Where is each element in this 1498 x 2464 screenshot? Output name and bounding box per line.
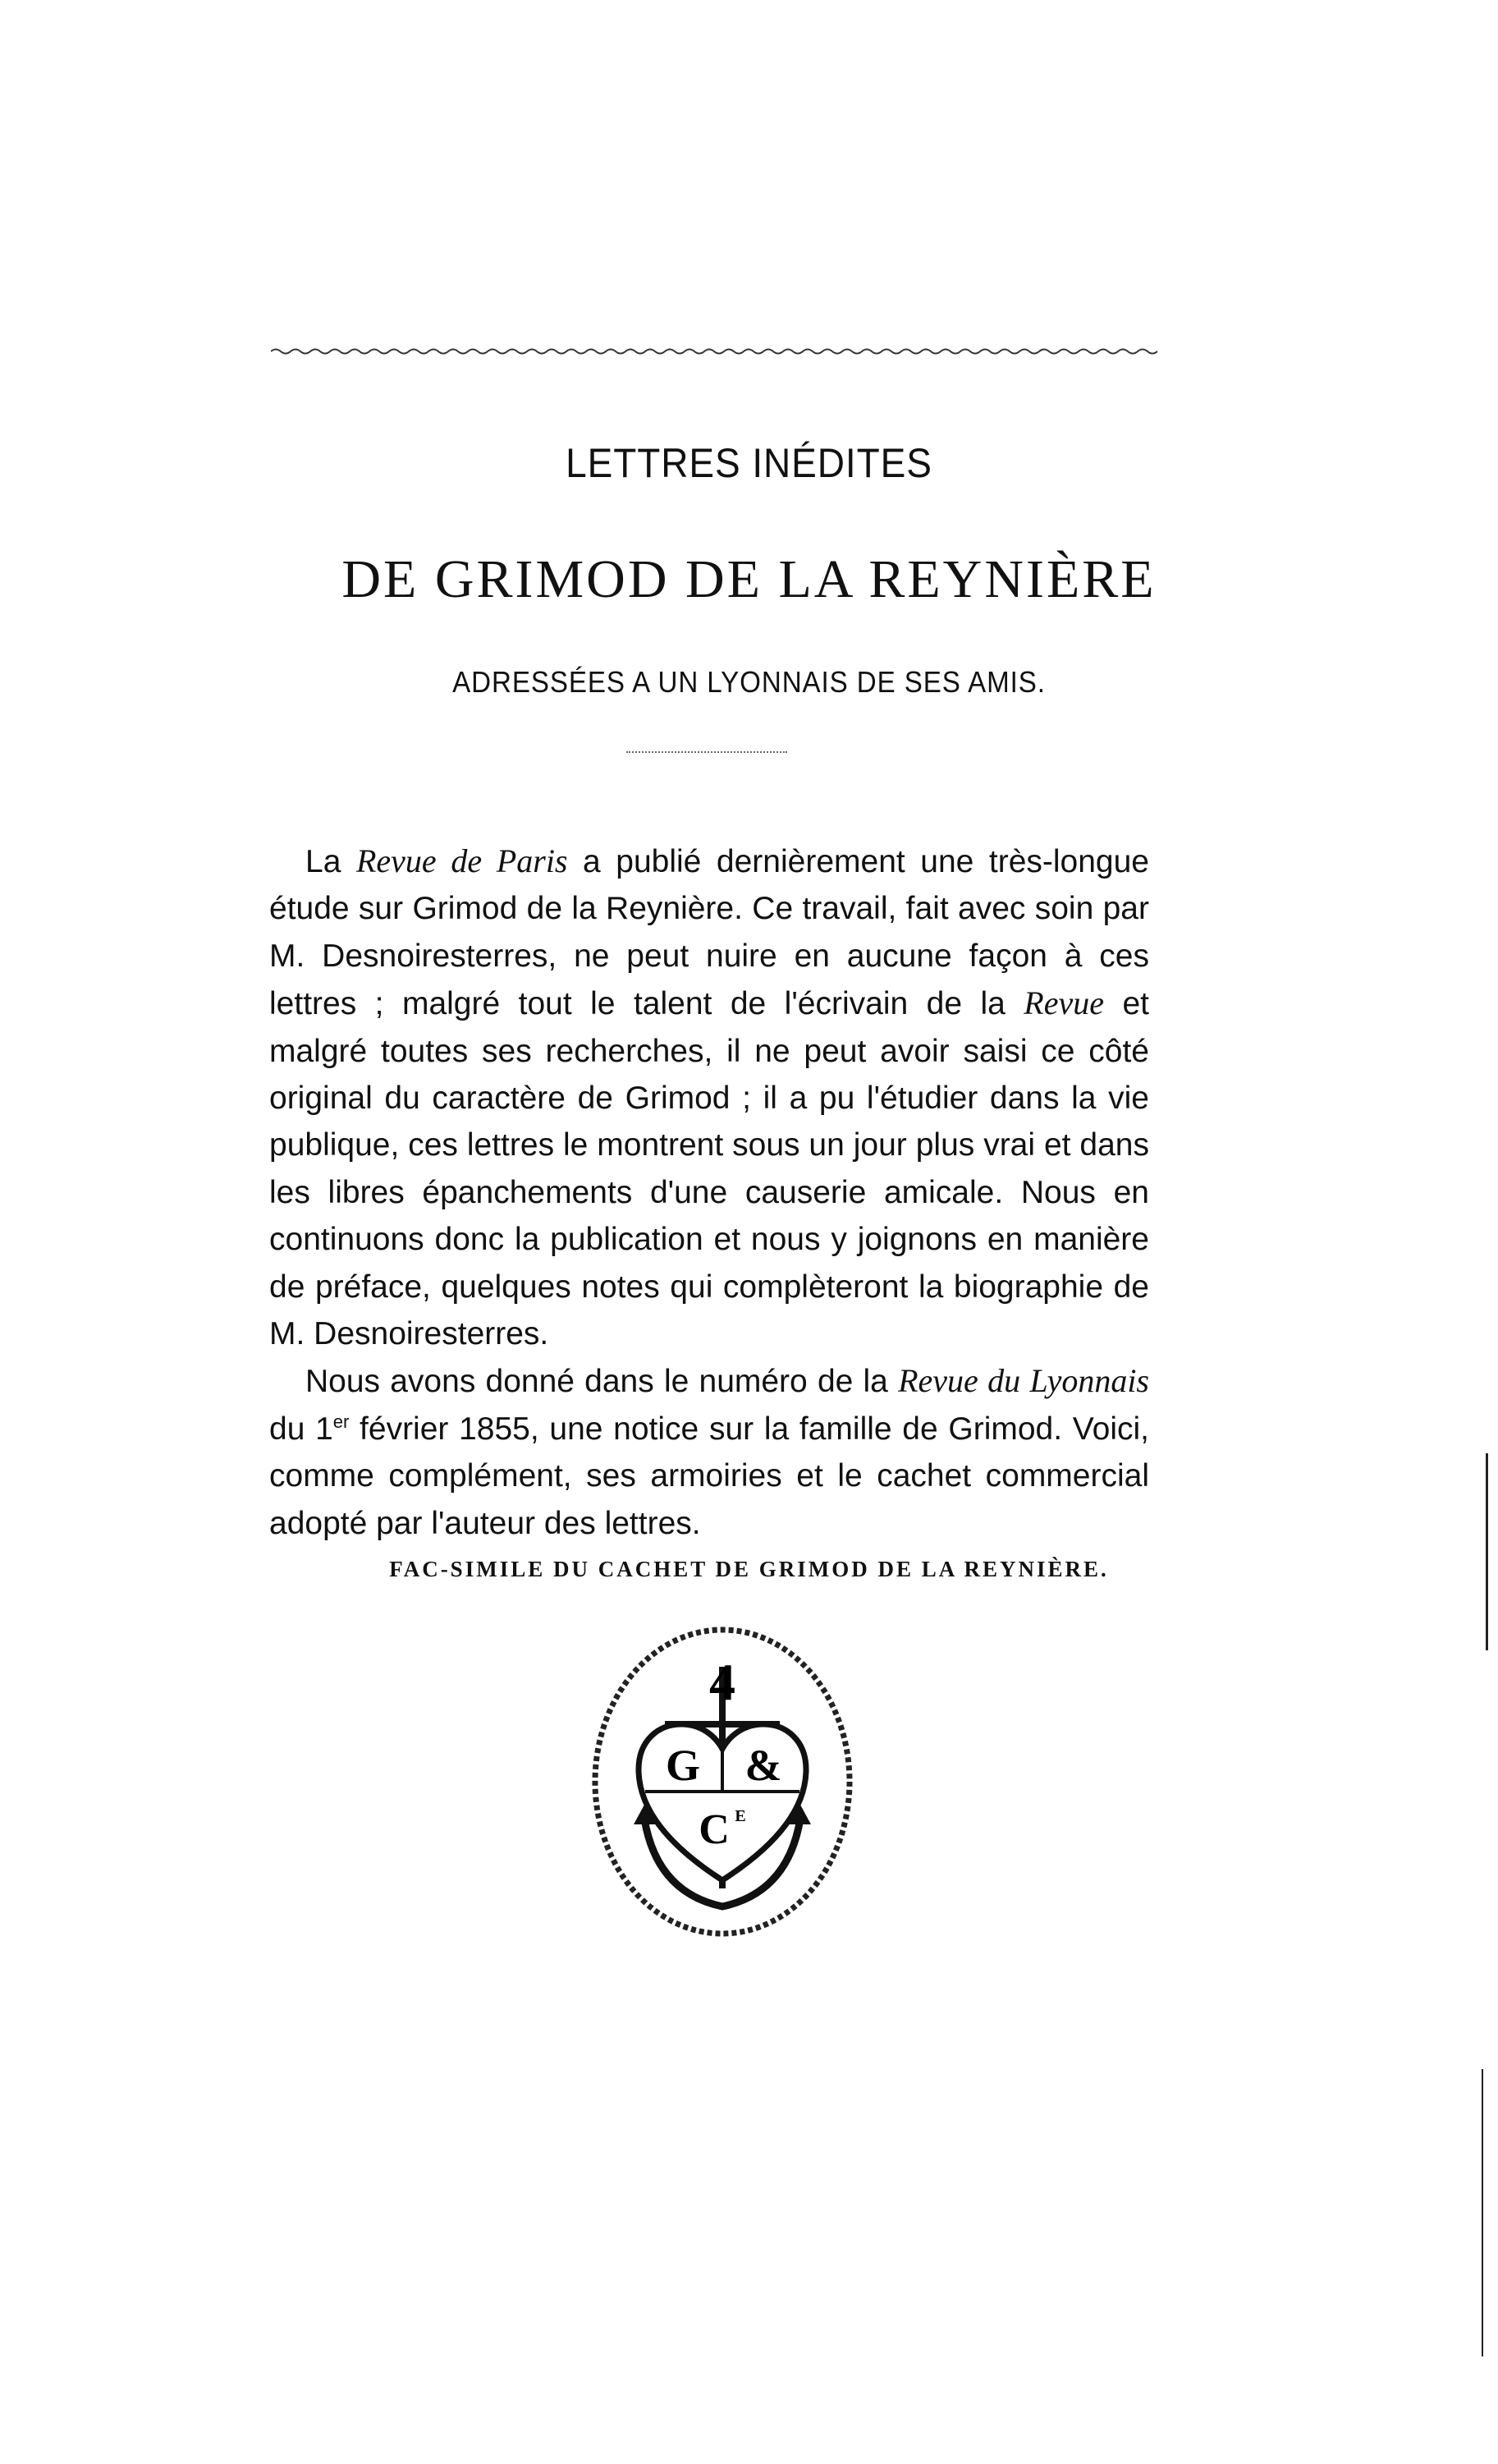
paragraph-1 — [269, 837, 1149, 1357]
paragraph-2-italic-revue-du-lyonnais: Revue du Lyonnais — [898, 1362, 1149, 1400]
paragraph-1-text: La — [305, 844, 356, 879]
paragraph-2-text: du 1 — [269, 1411, 333, 1447]
seal-top-mark: 4 — [709, 1653, 735, 1711]
heading-title: DE GRIMOD DE LA REYNIÈRE — [341, 549, 1157, 609]
paragraph-1-text: a publié dernièrement une très-longue étude sur Grimod de la Reynière. Ce travail, fait avec soin par M. Desnoiresterres, ne peut nuire en aucune façon à ces lettres ; malgré tout le talent de l'écrivain de la — [269, 844, 1149, 1022]
heading-subtitle: ADRESSÉES A UN LYONNAIS DE SES AMIS. — [452, 665, 1046, 699]
seal-middle-mark: & — [744, 1741, 782, 1790]
seal-illustration — [566, 1609, 878, 1954]
paragraph-1-text: et malgré toutes ses recherches, il ne peut avoir saisi ce côté original du caractère de Grimod ; il a pu l'étudier dans la vie publique, ces lettres le montrent sous un jour plus vrai et dans les libres épanchements d'une causerie amicale. Nous en continuons donc la publication et nous y joignons en manière de préface, quelques notes qui complèteront la biographie de M. Desnoiresterres. — [269, 986, 1149, 1352]
scan-edge-mark — [1486, 1453, 1488, 1650]
seal-caption: FAC-SIMILE DU CACHET DE GRIMOD DE LA REYNIÈRE. — [389, 1557, 1109, 1581]
ordinal-superscript: er — [332, 1411, 350, 1432]
heading-overline: LETTRES INÉDITES — [566, 440, 932, 486]
section-divider — [626, 751, 787, 753]
seal-lower-letter: C — [699, 1806, 730, 1853]
paragraph-1-italic-revue: Revue — [1024, 984, 1104, 1022]
seal-left-letter: G — [665, 1741, 701, 1790]
paragraph-2-text: février 1855, une notice sur la famille de Grimod. Voici, comme complément, ses armoiries et le cachet commercial adopté par l'auteur des lettres. — [269, 1411, 1149, 1541]
paragraph-2 — [269, 1357, 1149, 1547]
paragraph-2-text: Nous avons donné dans le numéro de la — [305, 1364, 899, 1400]
ornamental-wavy-rule — [271, 343, 1157, 360]
paragraph-1-italic-revue-de-paris: Revue de Paris — [355, 842, 568, 879]
seal-lower-superscript: E — [735, 1807, 746, 1825]
scan-edge-mark — [1482, 2069, 1483, 2356]
body-text — [269, 837, 1149, 1547]
